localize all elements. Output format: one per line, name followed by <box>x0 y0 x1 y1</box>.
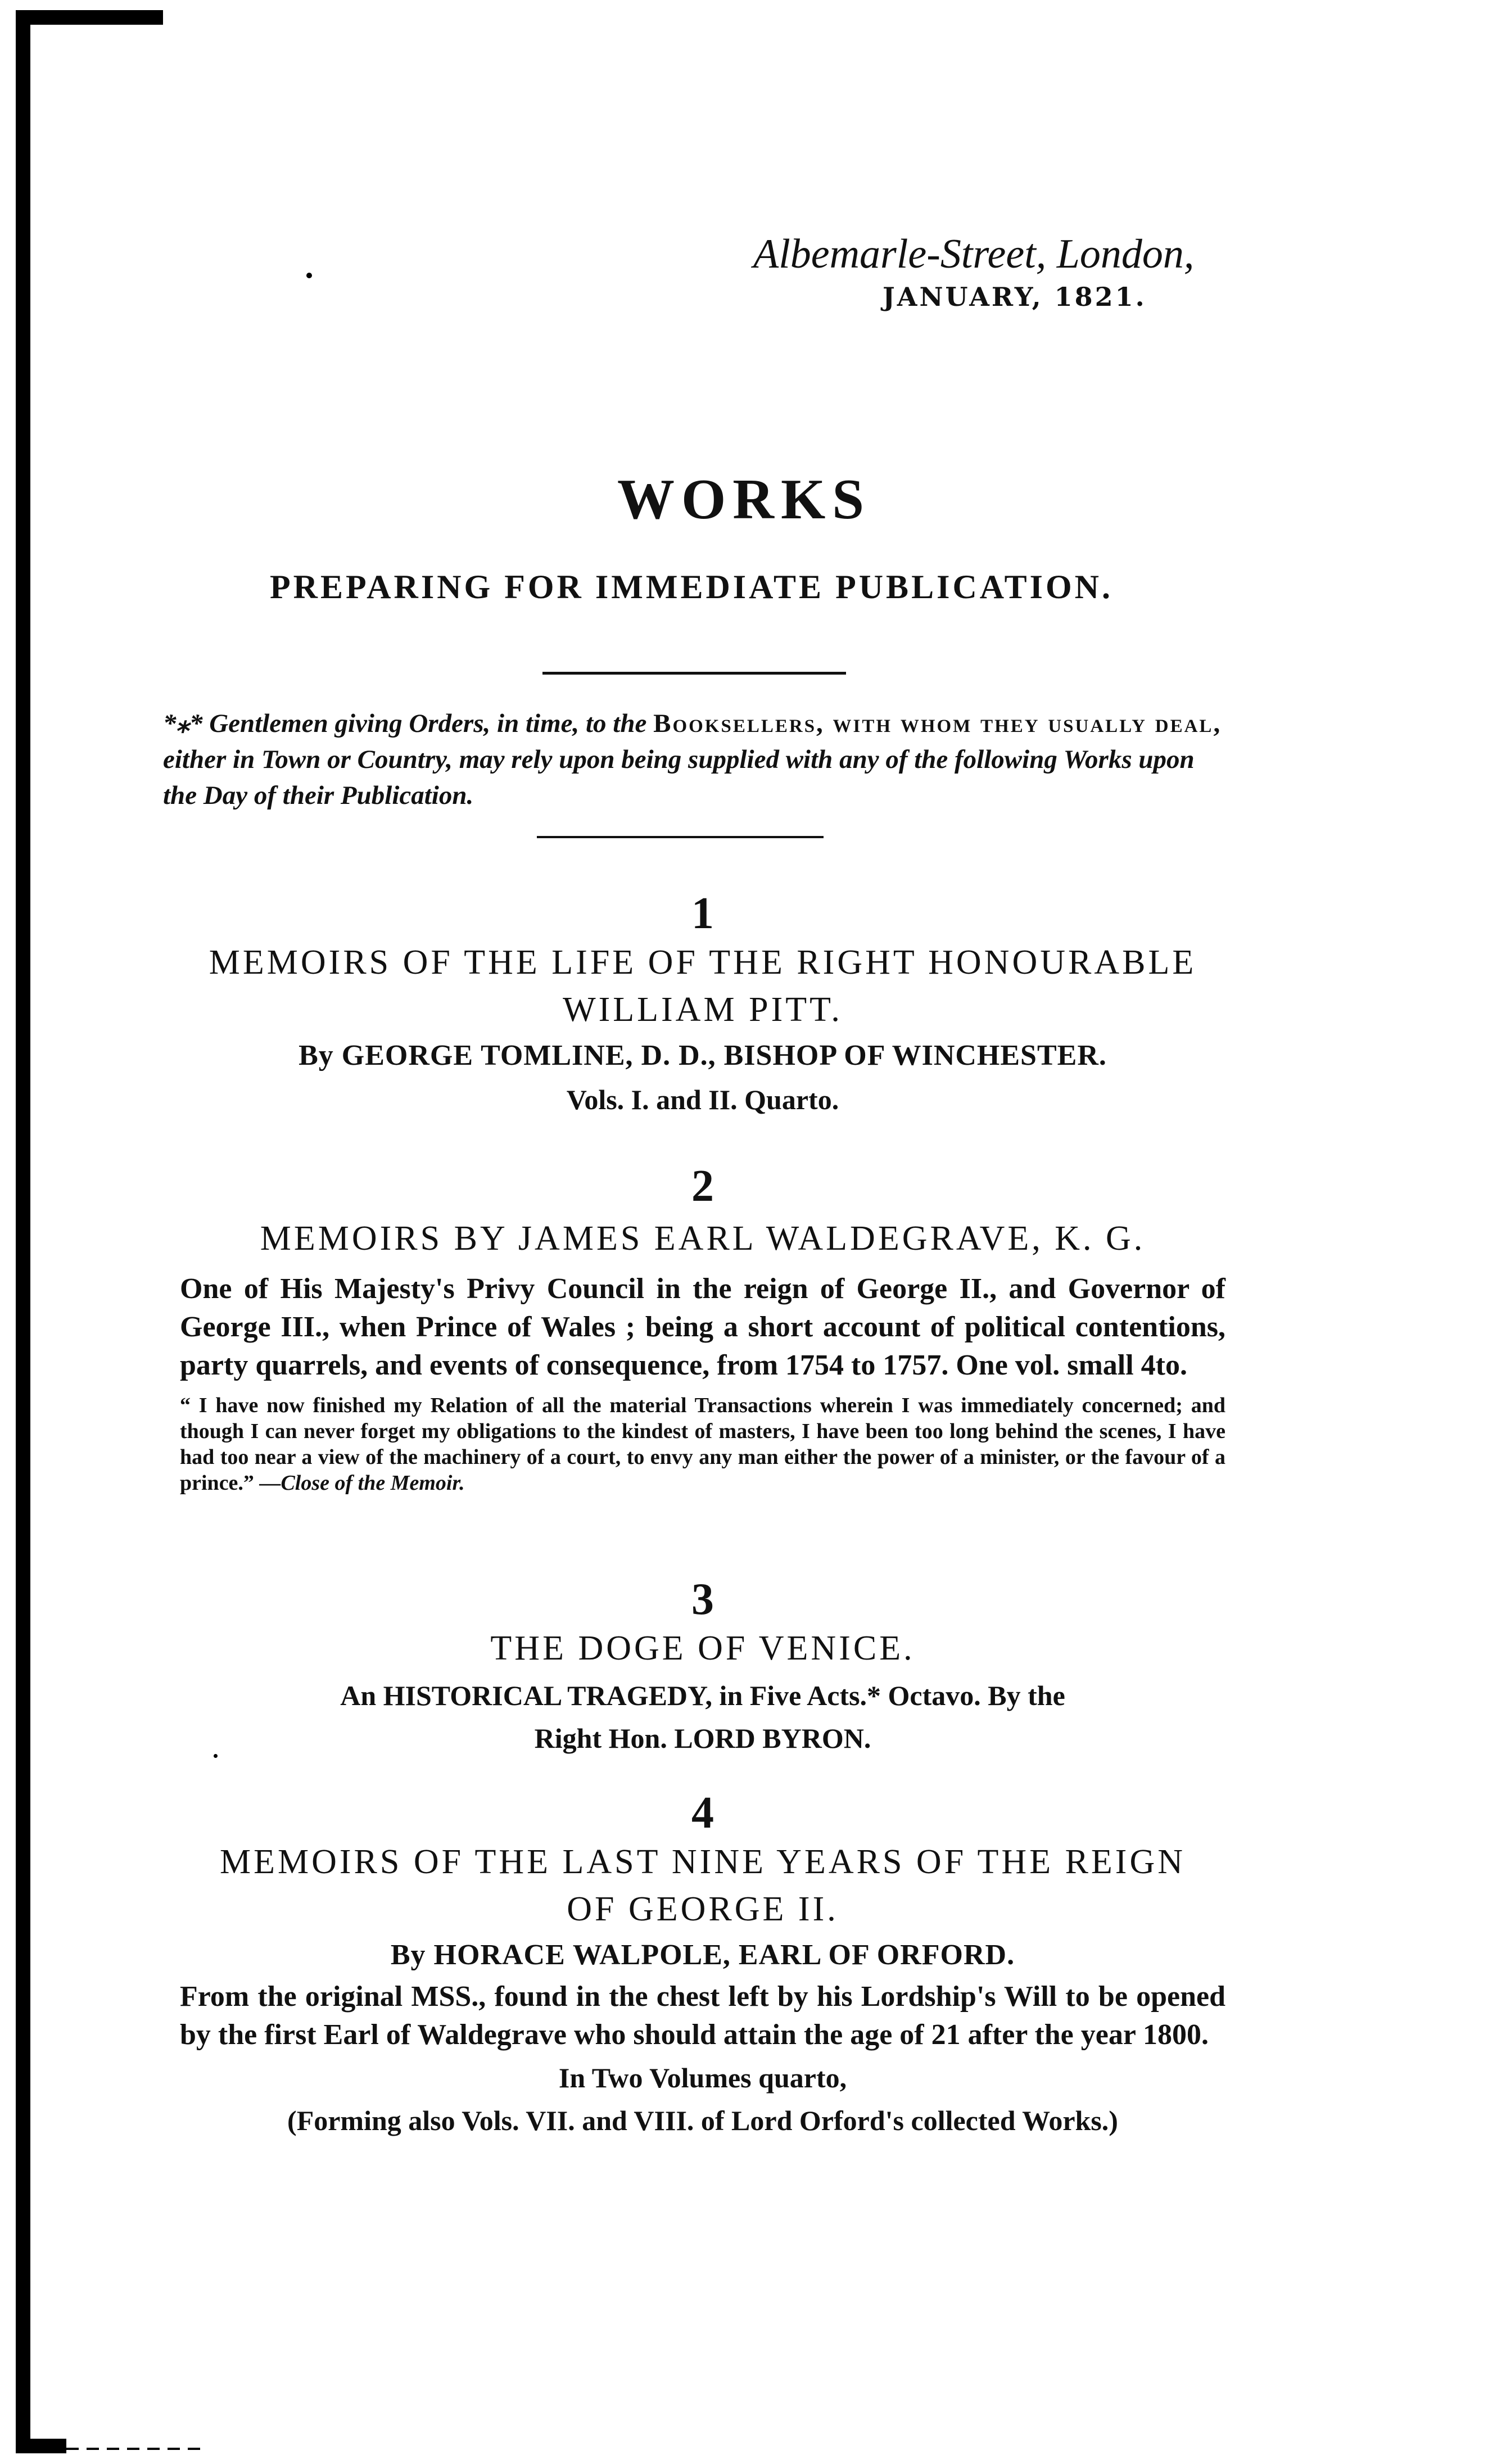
work-format-note: (Forming also Vols. VII. and VIII. of Lord Orford's collected Works.) <box>287 2105 1118 2136</box>
work-format: In Two Volumes quarto, <box>558 2062 847 2094</box>
work-entry-4 <box>169 1788 1237 2142</box>
quote-source: —Close of the Memoir. <box>259 1471 465 1495</box>
publication-date: JANUARY, 1821. <box>883 282 1147 312</box>
page-title: WORKS <box>617 468 871 531</box>
work-number: 3 <box>691 1575 714 1624</box>
work-format: Vols. I. and II. Quarto. <box>566 1084 839 1115</box>
work-number: 2 <box>691 1161 714 1211</box>
margin-bracket-rule <box>16 10 30 2453</box>
work-title: MEMOIRS OF THE LAST NINE YEARS OF THE REIGN <box>219 1843 1186 1881</box>
work-author: By HORACE WALPOLE, EARL OF ORFORD. <box>390 1939 1015 1971</box>
work-description: From the original MSS., found in the chest left by his Lordship's Will to be opened by the first Earl of Waldegrave who should attain the age of 21 after the year 1800. <box>180 1981 1225 2051</box>
work-title: WILLIAM PITT. <box>563 991 843 1029</box>
work-title: THE DOGE OF VENICE. <box>490 1629 915 1667</box>
divider-rule <box>542 672 846 675</box>
print-speck <box>306 273 312 278</box>
work-entry-3 <box>169 1574 1237 1760</box>
quote-text: “ I have now finished my Relation of all the material Transactions wherein I was immediately concerned; and though I can never forget my obligations to the kindest of masters, I have been too long behind the scenes, I have had too near a view of the machinery of a court, to envy any man either the power of a minister, or the favour of a prince.” <box>180 1394 1225 1495</box>
page-subtitle: PREPARING FOR IMMEDIATE PUBLICATION. <box>269 568 1114 605</box>
work-quote <box>180 1393 1225 1496</box>
work-format: An HISTORICAL TRAGEDY, in Five Acts.* Octavo. By the <box>340 1680 1065 1711</box>
publisher-address: Albemarle-Street, London, <box>753 231 1195 277</box>
work-description: One of His Majesty's Privy Council in the reign of George II., and Governor of George III., when Prince of Wales ; being a short account of political contentions, party quarrels, and events of consequence, from 1754 to 1757. One vol. small 4to. <box>180 1273 1225 1381</box>
notice-text-b: either in Town or Country, may rely upon being supplied with any of the following Works upon the Day of their Publication. <box>163 745 1195 810</box>
divider-rule <box>537 836 824 838</box>
booksellers-notice <box>163 706 1225 813</box>
work-number: 4 <box>691 1788 714 1838</box>
work-author: Right Hon. LORD BYRON. <box>534 1722 871 1754</box>
imprint-header <box>753 230 1327 312</box>
margin-dashed-rule <box>66 2448 201 2450</box>
asterism: *⁎* <box>163 709 203 738</box>
work-entry-1 <box>169 888 1237 1121</box>
work-entry-2 <box>169 1161 1237 1496</box>
notice-caps: Booksellers, with whom they usually deal, <box>653 709 1222 738</box>
work-number: 1 <box>691 889 714 938</box>
work-title: MEMOIRS OF THE LIFE OF THE RIGHT HONOURABLE <box>209 943 1197 982</box>
work-author: By GEORGE TOMLINE, D. D., BISHOP OF WINCHESTER. <box>298 1039 1107 1071</box>
work-title: MEMOIRS BY JAMES EARL WALDEGRAVE, K. G. <box>260 1219 1146 1258</box>
margin-bracket-bottom <box>16 2439 66 2453</box>
notice-text-a: Gentlemen giving Orders, in time, to the <box>209 709 647 738</box>
margin-bracket-top <box>16 10 163 25</box>
work-title: OF GEORGE II. <box>567 1890 839 1928</box>
